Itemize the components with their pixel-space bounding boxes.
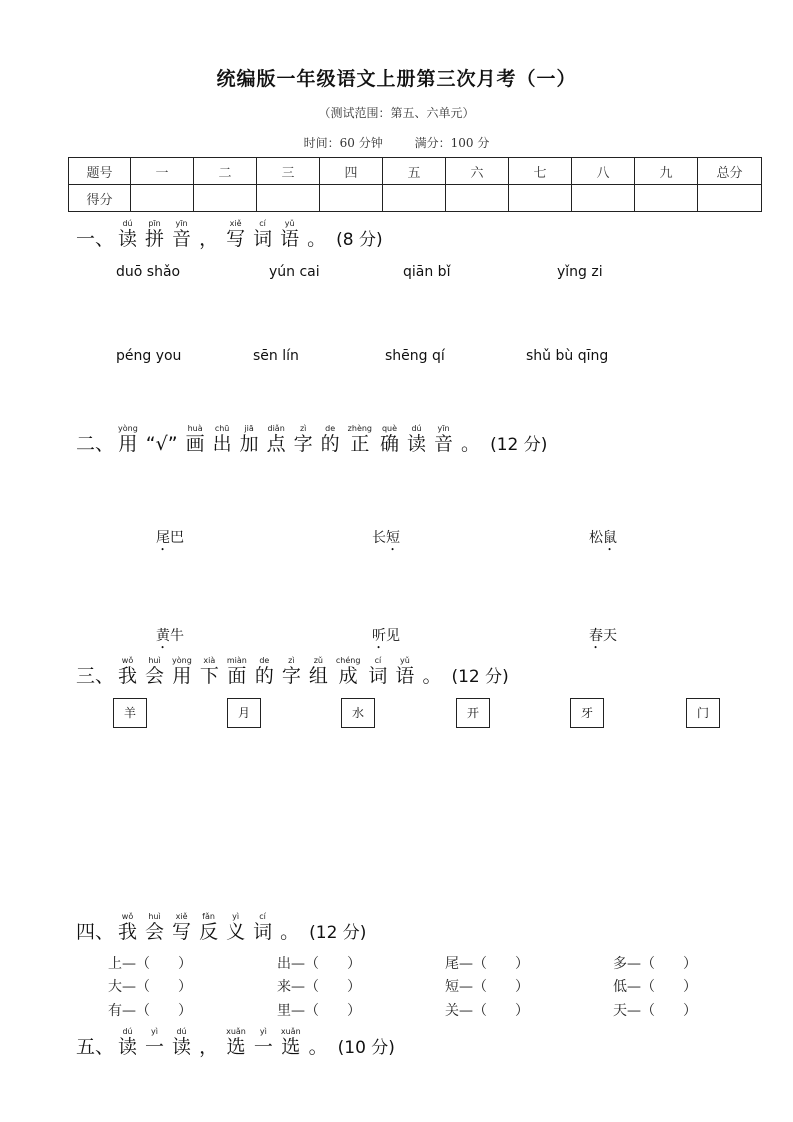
table-cell: 一 — [131, 158, 194, 185]
section-number: 一、 — [76, 228, 115, 250]
heading-char: 词cí — [253, 219, 273, 250]
pinyin-annotation: xiě — [172, 912, 192, 921]
pinyin-annotation: xuǎn — [280, 1027, 301, 1036]
pinyin-annotation: pīn — [145, 219, 165, 228]
dotted-char: 黄 — [156, 628, 170, 644]
test-scope: （测试范围：第五、六单元） — [318, 106, 475, 120]
heading-char: 画huà — [185, 424, 205, 455]
heading-char: 成chéng — [335, 656, 361, 687]
pinyin-annotation: xià — [199, 656, 219, 665]
section-number: 五、 — [76, 1036, 115, 1058]
dotted-char: 春 — [589, 628, 603, 644]
antonym-item[interactable]: 大—（ ） — [108, 979, 192, 995]
heading-char: 音yīn — [434, 424, 454, 455]
pinyin-annotation: miàn — [226, 656, 247, 665]
heading-char: 反fǎn — [199, 912, 219, 943]
score-entry-cell[interactable] — [131, 185, 194, 212]
char-box: 月 — [227, 698, 261, 728]
section-2-heading — [76, 424, 547, 454]
pinyin-item: shēng qí — [385, 348, 445, 364]
heading-char: 用yòng — [172, 656, 192, 687]
table-cell: 三 — [257, 158, 320, 185]
pinyin-annotation: huì — [145, 912, 165, 921]
heading-char: 会huì — [145, 912, 165, 943]
section-number: 三、 — [76, 665, 115, 687]
heading-char: 。 — [307, 228, 327, 250]
pinyin-annotation: zhèng — [347, 424, 373, 433]
pinyin-annotation: huì — [145, 656, 165, 665]
heading-char: 词cí — [368, 656, 388, 687]
table-cell: 四 — [320, 158, 383, 185]
table-cell: 总分 — [698, 158, 762, 185]
pinyin-item: duō shǎo — [116, 264, 181, 280]
word-char: 牛 — [170, 628, 184, 644]
heading-char: 义yì — [226, 912, 246, 943]
pinyin-item: yǐng zi — [557, 264, 603, 280]
pinyin-annotation: cí — [253, 219, 273, 228]
pinyin-item: shǔ bù qīng — [526, 348, 609, 364]
pinyin-annotation: xiě — [226, 219, 246, 228]
section-points: (8 分) — [336, 230, 383, 250]
section-points: (10 分) — [337, 1038, 395, 1058]
section-number: 四、 — [76, 921, 115, 943]
table-cell: 题号 — [69, 158, 131, 185]
antonym-item[interactable]: 关—（ ） — [445, 1003, 529, 1019]
pinyin-annotation: xuǎn — [226, 1027, 246, 1036]
heading-char: 音yīn — [172, 219, 192, 250]
char-box: 水 — [341, 698, 375, 728]
heading-char: 确què — [380, 424, 400, 455]
pinyin-annotation: cí — [368, 656, 388, 665]
pinyin-annotation: huà — [185, 424, 205, 433]
score-table-header-row — [69, 158, 762, 185]
table-cell: 二 — [194, 158, 257, 185]
pinyin-annotation: yòng — [172, 656, 192, 665]
score-entry-cell[interactable] — [320, 185, 383, 212]
heading-char: ， — [199, 228, 219, 250]
heading-text — [114, 656, 445, 687]
heading-char: 会huì — [145, 656, 165, 687]
heading-char: 用yòng — [118, 424, 138, 455]
pinyin-annotation: yīn — [172, 219, 192, 228]
section-5-heading — [76, 1027, 395, 1057]
section-points: (12 分) — [451, 667, 509, 687]
section-4-heading — [76, 912, 366, 942]
score-entry-cell[interactable] — [635, 185, 698, 212]
heading-text — [114, 424, 484, 455]
word-char: 见 — [386, 628, 400, 644]
heading-text — [114, 912, 303, 943]
pinyin-annotation: chéng — [335, 656, 361, 665]
pinyin-annotation: què — [380, 424, 400, 433]
dotted-word[interactable] — [589, 625, 617, 652]
heading-char: 我wǒ — [118, 912, 138, 943]
char-box: 牙 — [570, 698, 604, 728]
pinyin-annotation: yì — [253, 1027, 273, 1036]
score-entry-cell[interactable] — [446, 185, 509, 212]
section-1-heading — [76, 219, 383, 249]
heading-char: 读dú — [172, 1027, 192, 1058]
dotted-char: 尾 — [156, 530, 170, 546]
char-box: 门 — [686, 698, 720, 728]
heading-char: 点diǎn — [266, 424, 286, 455]
dotted-word[interactable] — [156, 625, 184, 652]
pinyin-annotation: dú — [118, 219, 138, 228]
antonym-item[interactable]: 尾—（ ） — [445, 956, 529, 972]
pinyin-annotation: yì — [145, 1027, 165, 1036]
heading-char: 下xià — [199, 656, 219, 687]
heading-char: 我wǒ — [118, 656, 138, 687]
pinyin-annotation: cí — [253, 912, 273, 921]
dotted-word[interactable] — [156, 527, 184, 554]
heading-char: 读dú — [407, 424, 427, 455]
score-table-score-row — [69, 185, 762, 212]
heading-char: 字zì — [293, 424, 313, 455]
heading-char: 。 — [280, 921, 300, 943]
section-points: (12 分) — [309, 923, 367, 943]
pinyin-annotation: zì — [293, 424, 313, 433]
word-char: 长 — [372, 530, 386, 546]
score-entry-cell[interactable] — [194, 185, 257, 212]
heading-char: 。 — [461, 433, 481, 455]
heading-char: 组zǔ — [308, 656, 328, 687]
heading-text — [114, 1027, 332, 1058]
pinyin-item: qiān bǐ — [403, 264, 451, 280]
pinyin-annotation: yīn — [434, 424, 454, 433]
heading-char: 语yǔ — [280, 219, 300, 250]
heading-char: 读dú — [118, 219, 138, 250]
char-box: 开 — [456, 698, 490, 728]
pinyin-annotation: diǎn — [266, 424, 286, 433]
pinyin-annotation: wǒ — [118, 656, 138, 665]
table-cell: 七 — [509, 158, 572, 185]
score-table — [68, 157, 762, 212]
antonym-item[interactable]: 有—（ ） — [108, 1003, 192, 1019]
heading-char: 。 — [422, 665, 442, 687]
dotted-char: 听 — [372, 628, 386, 644]
pinyin-item: sēn lín — [253, 348, 299, 364]
heading-char: 正zhèng — [347, 424, 373, 455]
heading-char: “√” — [145, 433, 178, 455]
time-score-line — [0, 134, 793, 151]
word-char: 松 — [589, 530, 603, 546]
antonym-item[interactable]: 出—（ ） — [277, 956, 361, 972]
pinyin-annotation: dú — [118, 1027, 138, 1036]
heading-char: 字zì — [281, 656, 301, 687]
antonym-item[interactable]: 上—（ ） — [108, 956, 192, 972]
pinyin-annotation: dú — [407, 424, 427, 433]
pinyin-annotation: fǎn — [199, 912, 219, 921]
heading-char: 词cí — [253, 912, 273, 943]
heading-char: 一yì — [145, 1027, 165, 1058]
table-cell: 九 — [635, 158, 698, 185]
antonym-item[interactable]: 短—（ ） — [445, 979, 529, 995]
table-cell: 五 — [383, 158, 446, 185]
dotted-word[interactable] — [372, 527, 400, 554]
antonym-item[interactable]: 多—（ ） — [613, 956, 697, 972]
score-entry-cell[interactable] — [698, 185, 762, 212]
dotted-word[interactable] — [589, 527, 617, 554]
time-limit: 时间：60 分钟 — [303, 136, 383, 150]
heading-char: 写xiě — [226, 219, 246, 250]
heading-char: 。 — [308, 1036, 328, 1058]
pinyin-item: yún cai — [269, 264, 320, 280]
heading-char: ， — [199, 1036, 219, 1058]
pinyin-annotation: de — [254, 656, 274, 665]
score-entry-cell[interactable] — [509, 185, 572, 212]
word-char: 巴 — [170, 530, 184, 546]
table-cell: 六 — [446, 158, 509, 185]
dotted-word[interactable] — [372, 625, 400, 652]
heading-char: 读dú — [118, 1027, 138, 1058]
antonym-item[interactable]: 来—（ ） — [277, 979, 361, 995]
heading-char: 语yǔ — [395, 656, 415, 687]
heading-char: 加jiā — [239, 424, 259, 455]
heading-char: 出chū — [212, 424, 232, 455]
pinyin-annotation: jiā — [239, 424, 259, 433]
pinyin-annotation: yǔ — [280, 219, 300, 228]
full-score: 满分：100 分 — [414, 136, 490, 150]
antonym-item[interactable]: 天—（ ） — [613, 1003, 697, 1019]
pinyin-annotation: wǒ — [118, 912, 138, 921]
table-cell: 得分 — [69, 185, 131, 212]
heading-char: 面miàn — [226, 656, 247, 687]
score-entry-cell[interactable] — [257, 185, 320, 212]
heading-char: 选xuǎn — [280, 1027, 301, 1058]
table-cell: 八 — [572, 158, 635, 185]
section-number: 二、 — [76, 433, 115, 455]
heading-char: 一yì — [253, 1027, 273, 1058]
page-title: 统编版一年级语文上册第三次月考（一） — [216, 68, 577, 90]
score-entry-cell[interactable] — [383, 185, 446, 212]
heading-char: 选xuǎn — [226, 1027, 246, 1058]
pinyin-annotation: yòng — [118, 424, 138, 433]
pinyin-annotation: chū — [212, 424, 232, 433]
dotted-char: 鼠 — [603, 530, 617, 546]
heading-char: 的de — [254, 656, 274, 687]
heading-char: 拼pīn — [145, 219, 165, 250]
pinyin-item: péng you — [116, 348, 182, 364]
pinyin-annotation: de — [320, 424, 340, 433]
word-char: 天 — [603, 628, 617, 644]
heading-text — [114, 219, 330, 250]
pinyin-annotation: zì — [281, 656, 301, 665]
dotted-char: 短 — [386, 530, 400, 546]
section-points: (12 分) — [490, 435, 548, 455]
heading-char: 写xiě — [172, 912, 192, 943]
pinyin-annotation: zǔ — [308, 656, 328, 665]
score-entry-cell[interactable] — [572, 185, 635, 212]
antonym-item[interactable]: 低—（ ） — [613, 979, 697, 995]
char-box: 羊 — [113, 698, 147, 728]
pinyin-annotation: yì — [226, 912, 246, 921]
pinyin-annotation: yǔ — [395, 656, 415, 665]
section-3-heading — [76, 656, 509, 686]
antonym-item[interactable]: 里—（ ） — [277, 1003, 361, 1019]
heading-char: 的de — [320, 424, 340, 455]
pinyin-annotation: dú — [172, 1027, 192, 1036]
